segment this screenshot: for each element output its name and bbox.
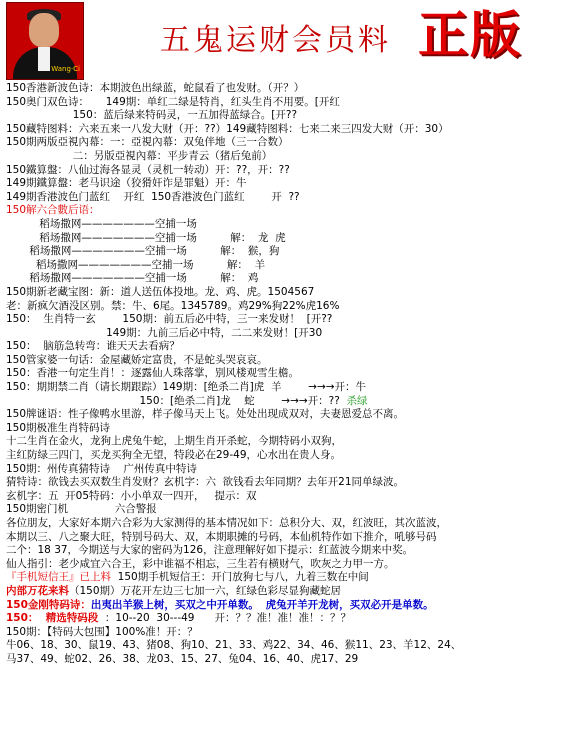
text-line: [6, 232, 566, 246]
text-line: [6, 490, 566, 504]
text-segment: [259, 599, 266, 611]
text-line: [6, 354, 566, 368]
text-segment: 稻场撒网———————空捕一场: [6, 217, 197, 230]
text-line: [6, 517, 566, 531]
text-line: [6, 531, 566, 545]
text-line: [6, 435, 566, 449]
text-segment: 150期：州传真猜特诗 广州传真中特诗: [6, 462, 197, 475]
header: [0, 0, 570, 82]
text-line: [6, 612, 566, 626]
text-segment: 150： 精选特码段: [6, 612, 99, 625]
text-line: [6, 367, 566, 381]
text-line: [6, 82, 566, 96]
text-line: [6, 259, 566, 273]
page-title: 五鬼运财会员料: [160, 23, 391, 58]
text-segment: 149期：九前三后必中特，二二来发财！[开30: [6, 326, 323, 339]
text-segment: 150： 脑筋急转弯：谁天天去看病？: [6, 340, 180, 353]
text-segment: 二：另版亞視內幕：平步青云（猪后兔前）: [6, 149, 273, 162]
text-segment: 玄机字：五 开05特码：小小单双一四开， 提示：双: [6, 489, 257, 502]
text-line: [6, 599, 566, 613]
text-line: [6, 272, 566, 286]
text-segment: 猜特诗：欲钱去买双数生肖发财？玄机字：六 欲钱看去年同期？去年开21同单绿波。: [6, 476, 405, 489]
document-body: [0, 82, 570, 667]
text-segment: 150：[绝杀二肖]龙 蛇 →→→开：??: [6, 394, 347, 407]
text-segment: 内部万花来料: [6, 584, 69, 597]
text-line: [6, 327, 566, 341]
text-segment: 仙人指引：老少咸宜六合王，彩中谁福不相忘，三生若有横财气，吹灰之力甲一方。: [6, 557, 395, 570]
text-line: [6, 422, 566, 436]
text-segment: 稻场撒网———————空捕一场 解： 龙 虎: [6, 231, 286, 244]
text-segment: 本期以三、八之聚大旺，特别号码大、双，本期职摊的号码，本仙机特作如下推介，吼够号码: [6, 530, 437, 543]
text-line: [6, 503, 566, 517]
text-segment: 150期两版亞視內幕：一：亞視內幕：双兔伴地（三一合数）: [6, 136, 289, 149]
text-segment: 杀绿: [346, 394, 368, 407]
text-segment: 150期新老藏宝图：新：道人送伍体投地。龙、鸡、虎。1504567: [6, 285, 315, 298]
text-line: [6, 164, 566, 178]
text-segment: 150：期期禁二肖（请长期跟踪）149期：[绝杀二肖]虎 羊 →→→开：牛: [6, 381, 367, 394]
text-segment: 十二生肖在金火，龙狗上虎兔牛蛇，上期生肖开杀蛇，今期特码小双狗，: [6, 435, 342, 448]
text-segment: 解六合數后语：: [26, 204, 100, 217]
text-segment: （150期）万花开左边三七加一六，红绿色彩尽显狗藏蛇居: [69, 584, 342, 597]
text-line: [6, 300, 566, 314]
text-segment: 稻场撒网———————空捕一场 解： 猴，狗: [6, 245, 280, 258]
text-segment: 虎兔开羊开龙树，买双必开是单数。: [265, 598, 434, 611]
text-line: [6, 109, 566, 123]
authentic-badge: 正版: [418, 6, 522, 64]
text-line: [6, 381, 566, 395]
portrait-photo: [6, 2, 84, 80]
text-segment: 150： 生肖特一玄 150期：前五后必中特，三一来发财！ [开??: [6, 313, 333, 326]
text-segment: 150管家婆一句话：金屋藏娇定富贵，不是蛇头哭哀哀。: [6, 353, 268, 366]
text-line: [6, 626, 566, 640]
text-line: [6, 191, 566, 205]
text-line: [6, 313, 566, 327]
text-segment: 150香港新波色诗：本期波色出绿蓝，蛇鼠看了也发财。（开？）: [6, 82, 305, 94]
portrait-face: [29, 13, 59, 47]
text-segment: ：10--20 30---49 开：？？准！准！准！：？？: [98, 612, 351, 625]
text-line: [6, 245, 566, 259]
text-segment: 主红防绿三四门，买龙买狗全无望，特段必在29-49，心水出在贵人身。: [6, 449, 342, 462]
text-segment: 150奥门双色诗： 149期：单红二绿是特肖，红头生肖不用要。[开红: [6, 95, 340, 108]
text-segment: 150金刚特码诗：: [6, 598, 91, 611]
text-segment: 150期：【特码大包围】100%准！开：？: [6, 625, 198, 638]
text-segment: 老：新疯欠酒没区别。禁：牛、6尾。1345789。鸡29%狗22%虎16%: [6, 299, 340, 312]
text-segment: 150期密门机 六合警报: [6, 503, 157, 516]
portrait-shirt: [38, 47, 50, 71]
text-segment: 牛06、18、30、鼠19、43、猪08、狗10、21、33、鸡22、34、46、猴11、23、羊12、24、: [6, 639, 462, 652]
text-segment: 马37、49、蛇02、26、38、龙03、15、27、兔04、16、40、虎17、29: [6, 652, 359, 665]
text-segment: 150期极准生肖特码诗: [6, 421, 111, 434]
text-segment: 『手机短信王』已上料: [6, 571, 111, 584]
text-line: [6, 585, 566, 599]
text-line: [6, 449, 566, 463]
text-line: [6, 558, 566, 572]
text-segment: 149期香港波色门蓝红 开红 150香港波色门蓝红 开 ??: [6, 190, 300, 203]
text-line: [6, 96, 566, 110]
text-segment: 稻场撒网———————空捕一场 解： 羊: [6, 258, 266, 271]
text-line: [6, 463, 566, 477]
text-line: [6, 150, 566, 164]
text-line: [6, 395, 566, 409]
text-segment: 二个：18 37，今期送与大家的密码为126，注意理解好如下提示：红蓝波今期来中奖。: [6, 544, 414, 557]
text-segment: 150藏特图料：六来五来一八发大财（开：??）149藏特图料：七来二来三四发大财（开：30）: [6, 122, 449, 135]
text-segment: 各位朋友，大家好本期六合彩为大家测得的基本情况如下：总积分大、双，红波旺，其次蓝波，: [6, 517, 447, 529]
text-segment: 150牌谜语：性子像鸭水里游，样子像马天上飞。处处出现成双对，夫妻恩爱总不离。: [6, 408, 405, 421]
text-segment: 149期鐵算盤：老马识途（狡猾奸诈是罪魁）开：牛: [6, 177, 247, 190]
text-line: [6, 571, 566, 585]
text-segment: 150：蓝后绿来特码灵，一五加得蓝绿合。[开??: [6, 109, 298, 122]
text-line: [6, 123, 566, 137]
text-segment: 150鐵算盤：八仙过海各显灵（灵机一转动）开：??，开：??: [6, 163, 290, 176]
text-line: [6, 136, 566, 150]
text-line: [6, 177, 566, 191]
text-line: [6, 286, 566, 300]
text-segment: 150: [6, 204, 27, 217]
text-segment: 150：香港一句定生肖！：逐露仙人珠落掌，别风楼观雪生檐。: [6, 367, 300, 380]
photo-stamp: Wang·Ci: [51, 65, 80, 74]
text-segment: 150期手机短信王：开门放狗七与八，九着三数在中间: [111, 571, 369, 584]
text-line: [6, 639, 566, 653]
text-line: [6, 340, 566, 354]
text-line: [6, 544, 566, 558]
text-line: [6, 408, 566, 422]
text-line: [6, 218, 566, 232]
text-line: [6, 204, 566, 218]
text-segment: 出夷出羊猴上树，买双之中开单数。: [90, 598, 259, 611]
text-segment: 稻场撒网———————空捕一场 解： 鸡: [6, 272, 259, 285]
text-line: [6, 476, 566, 490]
text-line: [6, 653, 566, 667]
